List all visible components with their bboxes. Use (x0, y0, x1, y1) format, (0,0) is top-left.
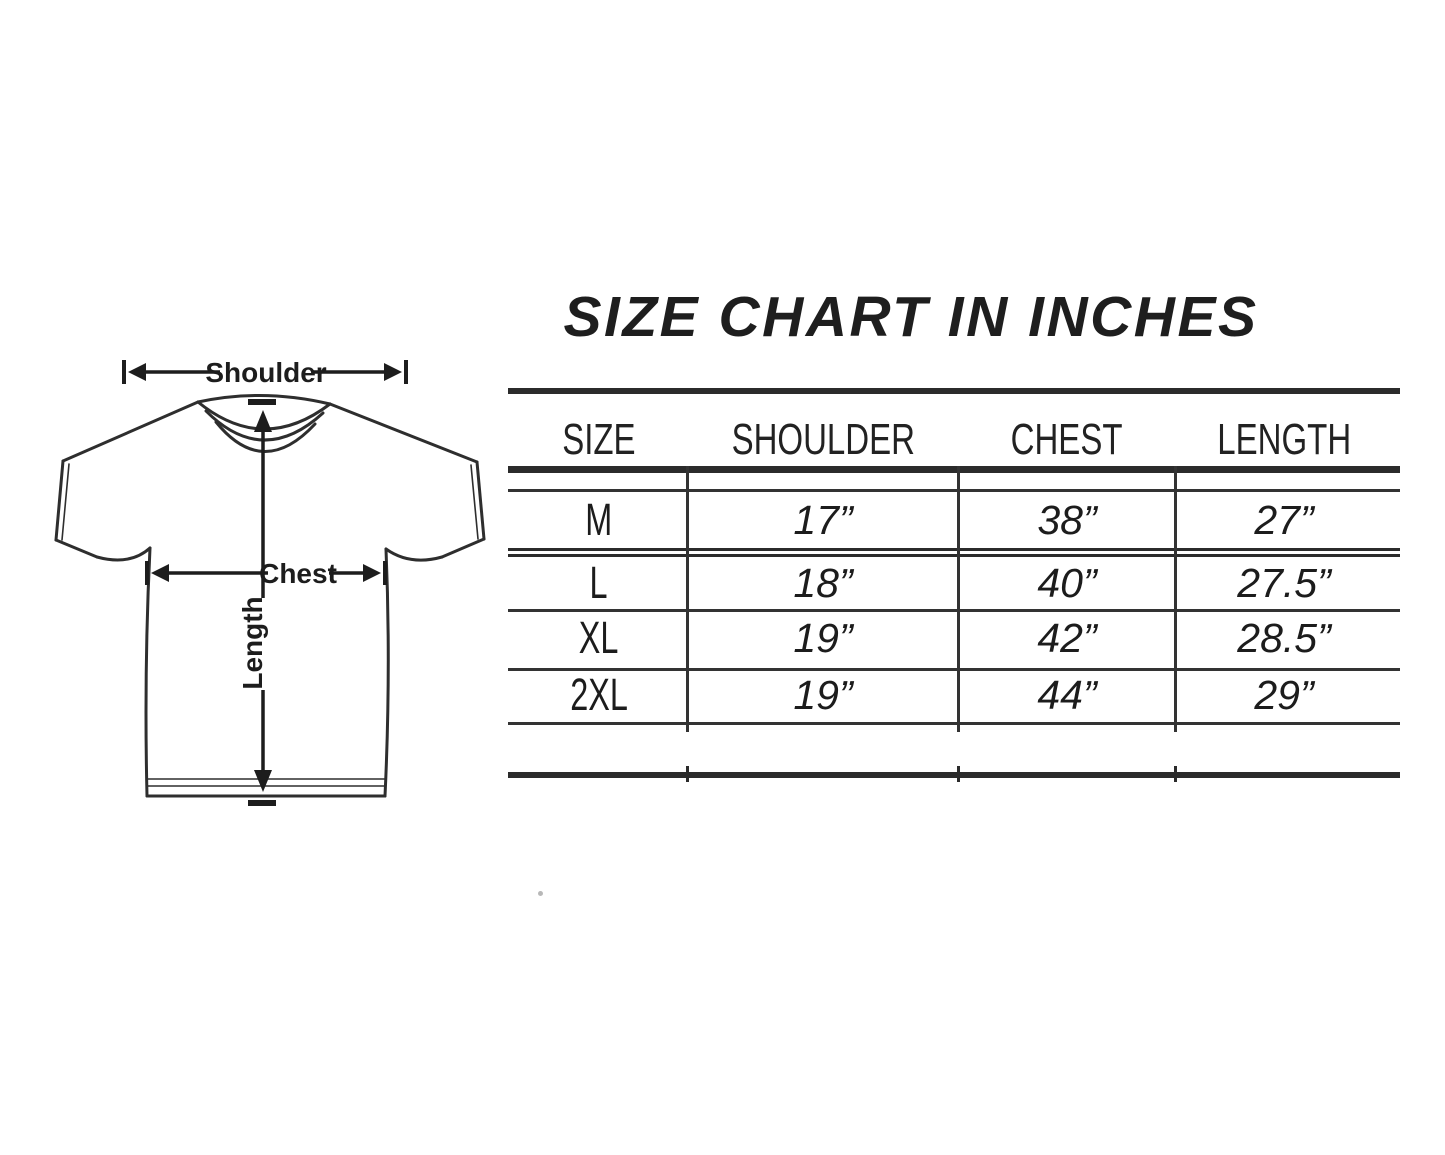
column-header-shoulder-text: SHOULDER (731, 415, 915, 464)
chest-end-bar-right (383, 561, 387, 585)
row-xl-chest: 42” (1037, 615, 1097, 661)
column-header-chest (960, 412, 1174, 468)
shoulder-arrowhead-left (128, 363, 146, 381)
row-m-length: 27” (1254, 497, 1314, 543)
page-title: SIZE CHART IN INCHES (563, 285, 1259, 349)
row-xl-size (510, 612, 688, 664)
column-header-size (510, 412, 688, 468)
row-m-shoulder: 17” (793, 497, 853, 543)
table-bottom-tick-1 (686, 766, 689, 782)
row-m-size (510, 492, 688, 548)
right-shoulder-seam (330, 404, 477, 462)
hem-center-tick (248, 800, 276, 806)
left-sleeve-cuff (56, 540, 97, 557)
shoulder-dimension-label: Shoulder (205, 357, 327, 388)
row-l-size-text: L (589, 557, 609, 608)
table-row-rule-3 (508, 722, 1400, 725)
right-sleeve-cuff (442, 539, 484, 557)
chest-arrowhead-right (363, 564, 381, 582)
row-2xl-chest: 44” (1037, 672, 1097, 718)
chest-dimension-label: Chest (259, 558, 337, 589)
row-xl-size-text: XL (579, 612, 619, 663)
collar-center-tick (248, 399, 276, 405)
shoulder-end-bar-left (122, 360, 126, 384)
left-body-side (146, 548, 150, 796)
column-header-size-text: SIZE (562, 415, 636, 464)
table-double-rule (508, 548, 1400, 557)
length-arrowhead-bottom (254, 770, 272, 792)
tshirt-outline (56, 395, 484, 796)
left-sleeve-outer (56, 461, 63, 540)
right-sleeve-inner (386, 549, 442, 560)
column-header-length-text: LENGTH (1217, 415, 1351, 464)
shoulder-arrowhead-right (384, 363, 402, 381)
column-header-length (1177, 412, 1391, 468)
length-dimension-label: Length (237, 596, 268, 690)
tshirt-diagram (40, 330, 520, 830)
right-sleeve-outer (477, 462, 484, 539)
length-arrowhead-top (254, 410, 272, 432)
right-body-side (385, 549, 388, 796)
left-shoulder-seam (63, 402, 198, 461)
row-l-chest: 40” (1037, 560, 1097, 606)
row-2xl-shoulder: 19” (793, 672, 853, 718)
table-bottom-tick-3 (1174, 766, 1177, 782)
left-sleeve-inner (97, 548, 150, 560)
row-2xl-size (510, 669, 688, 721)
shoulder-end-bar-right (404, 360, 408, 384)
row-2xl-length: 29” (1254, 672, 1314, 718)
row-2xl-size-text: 2XL (570, 669, 628, 720)
row-m-size-text: M (585, 494, 613, 545)
column-header-shoulder (690, 412, 956, 468)
column-header-chest-text: CHEST (1011, 415, 1123, 464)
chest-end-bar-left (145, 561, 149, 585)
speck-artifact (538, 891, 543, 896)
table-bottom-rule (508, 772, 1400, 778)
table-top-rule (508, 388, 1400, 394)
row-l-size (510, 557, 688, 609)
chest-arrowhead-left (151, 564, 169, 582)
row-m-chest: 38” (1037, 497, 1097, 543)
row-l-length: 27.5” (1237, 560, 1331, 606)
table-bottom-tick-2 (957, 766, 960, 782)
row-xl-shoulder: 19” (793, 615, 853, 661)
row-xl-length: 28.5” (1237, 615, 1331, 661)
row-l-shoulder: 18” (793, 560, 853, 606)
